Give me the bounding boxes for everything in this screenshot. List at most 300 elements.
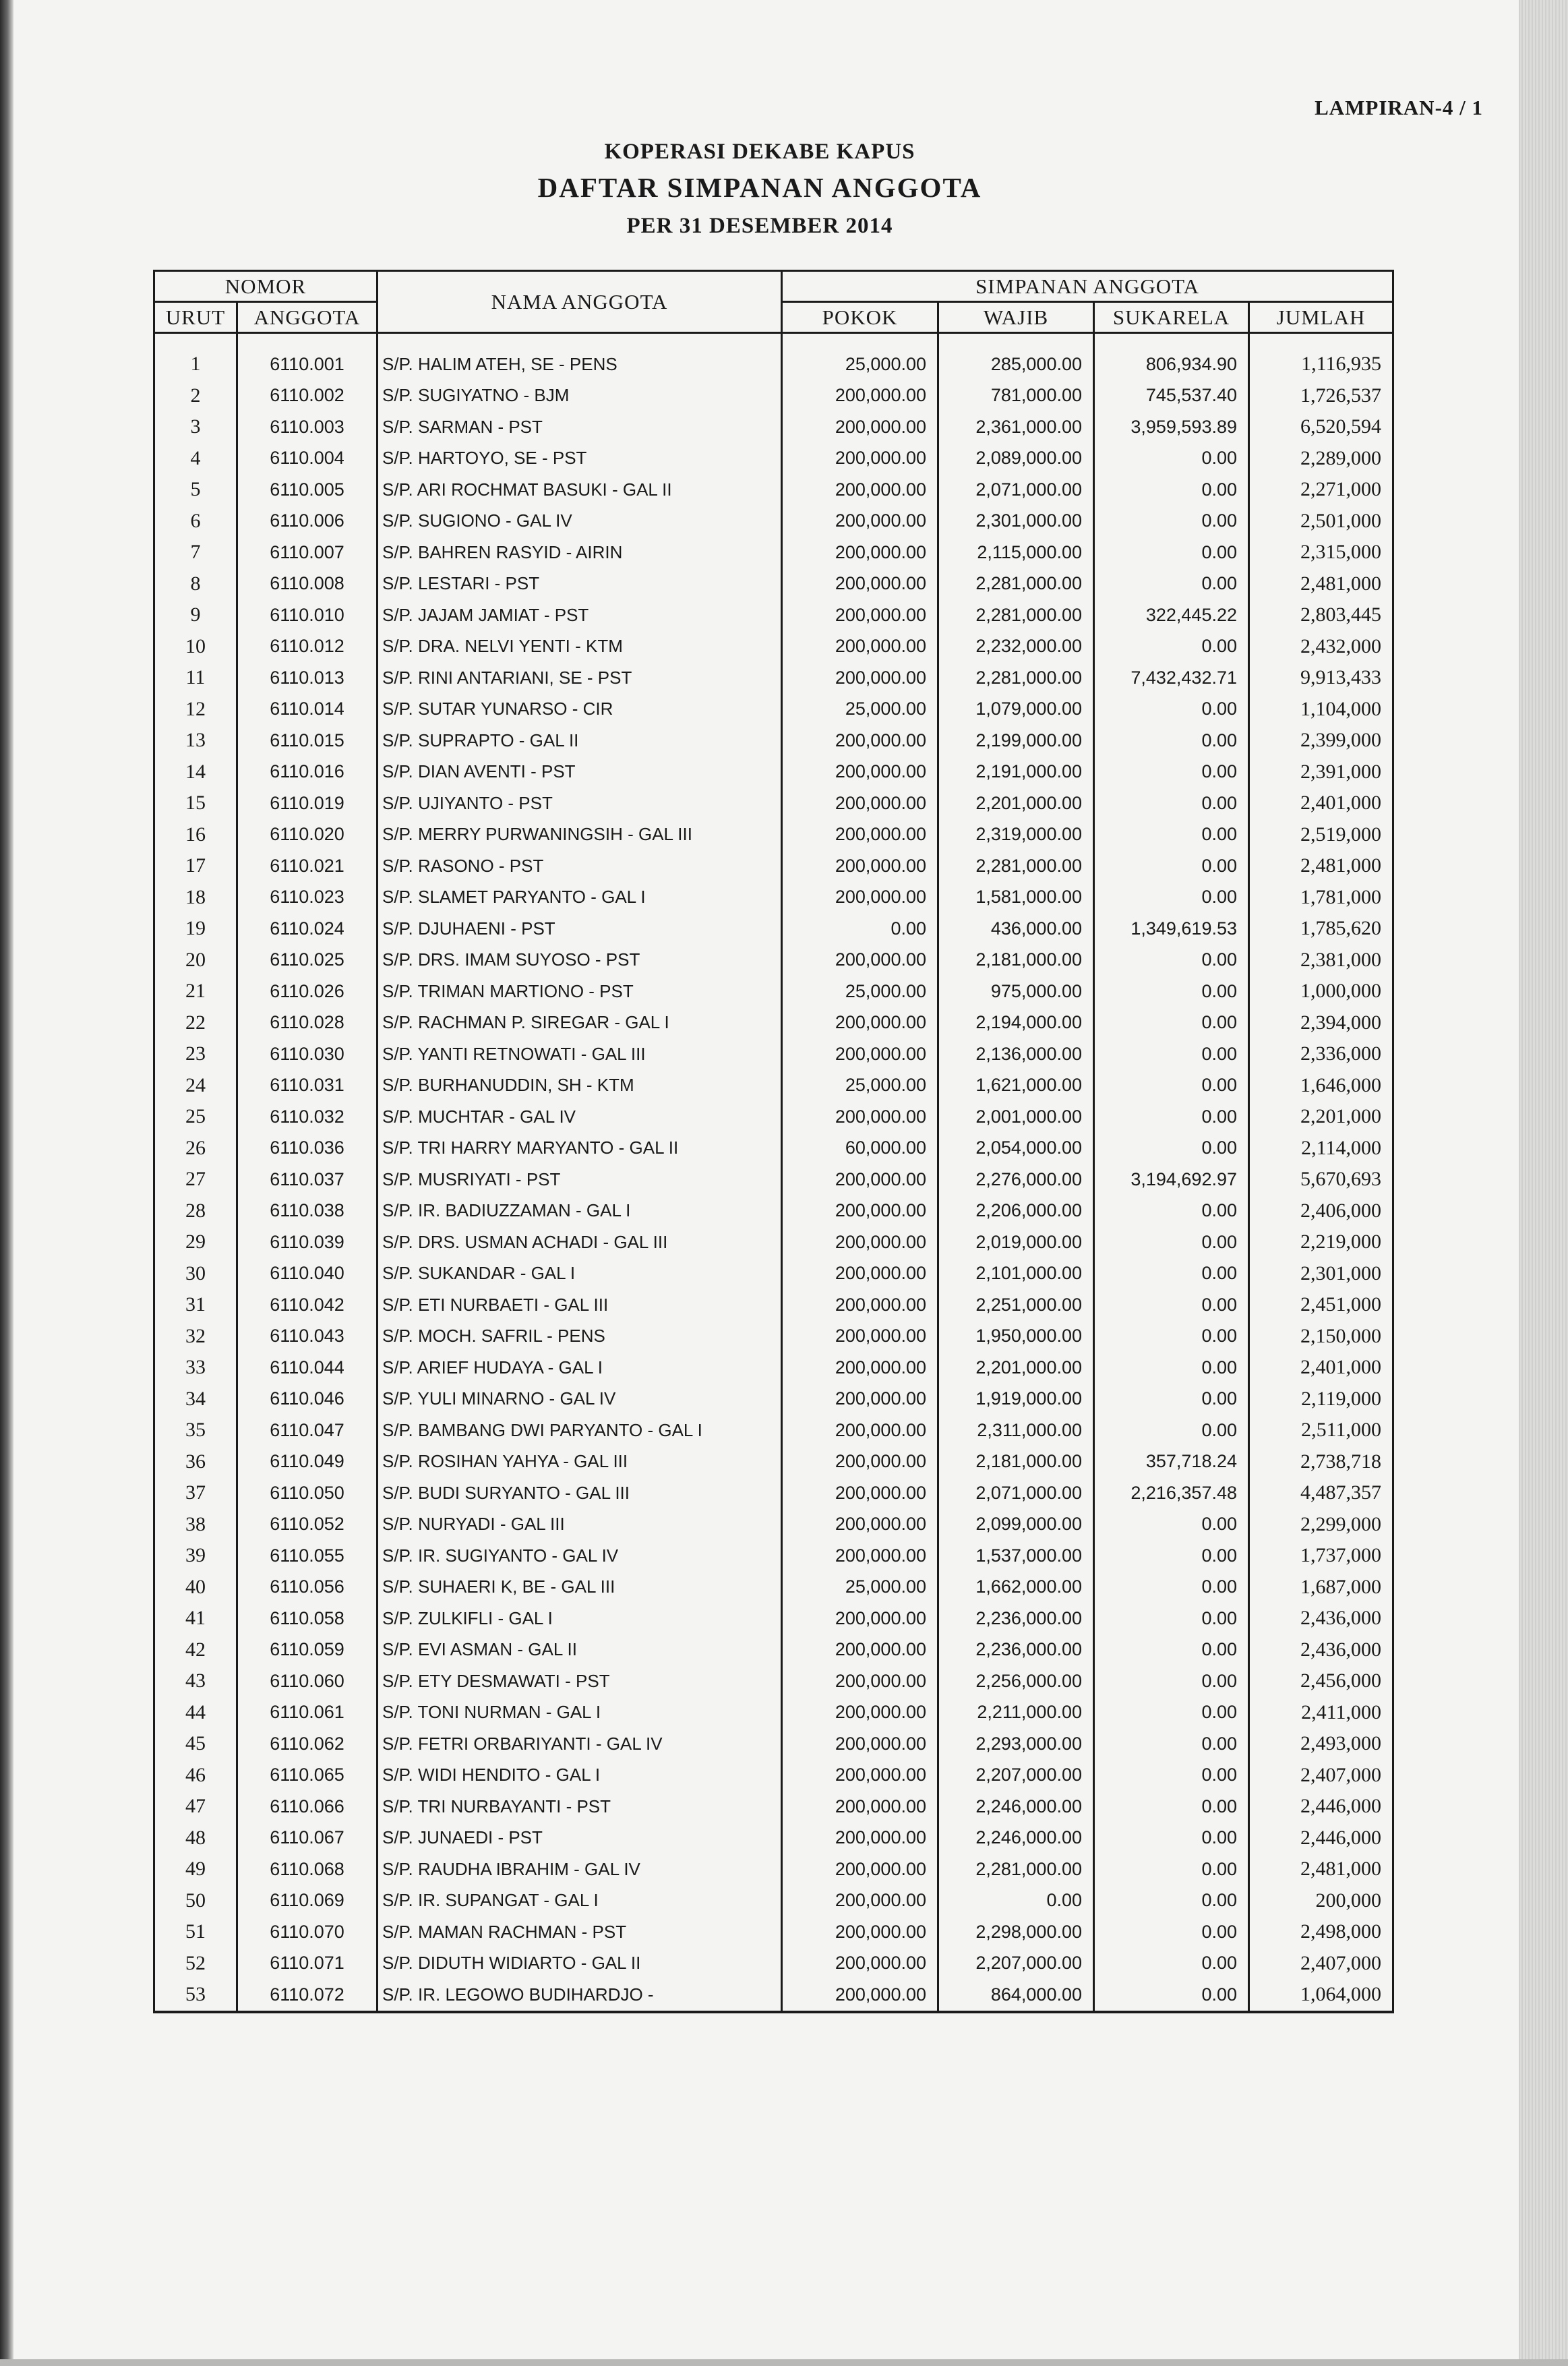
cell-urut: 11 [154,662,237,694]
spacer-cell [378,333,782,349]
table-row [154,380,1393,412]
cell-nama-anggota: S/P. IR. BADIUZZAMAN - GAL I [378,1195,782,1227]
cell-sukarela: 0.00 [1094,474,1249,506]
cell-wajib: 2,281,000.00 [938,850,1094,882]
cell-pokok: 200,000.00 [782,850,938,882]
cell-nomor-anggota: 6110.008 [237,568,378,600]
cell-jumlah: 200,000 [1249,1885,1393,1917]
cell-sukarela: 0.00 [1094,1665,1249,1697]
table-row [154,788,1393,819]
cell-urut: 2 [154,380,237,412]
cell-pokok: 200,000.00 [782,599,938,631]
cell-sukarela: 0.00 [1094,1979,1249,2012]
table-row [154,976,1393,1007]
cell-urut: 49 [154,1854,237,1885]
cell-nomor-anggota: 6110.060 [237,1665,378,1697]
cell-wajib: 2,236,000.00 [938,1634,1094,1666]
header-simpanan-anggota: SIMPANAN ANGGOTA [782,271,1393,302]
cell-urut: 13 [154,725,237,757]
table-row [154,1728,1393,1760]
cell-urut: 4 [154,443,237,475]
cell-nama-anggota: S/P. YULI MINARNO - GAL IV [378,1384,782,1415]
cell-nomor-anggota: 6110.043 [237,1321,378,1353]
table-row [154,1509,1393,1541]
cell-wajib: 2,211,000.00 [938,1697,1094,1729]
table-row [154,1791,1393,1823]
cell-urut: 42 [154,1634,237,1666]
table-row [154,945,1393,976]
table-row [154,1195,1393,1227]
cell-wajib: 2,281,000.00 [938,568,1094,600]
cell-urut: 51 [154,1916,237,1948]
cell-sukarela: 0.00 [1094,1948,1249,1980]
cell-urut: 33 [154,1352,237,1384]
cell-nama-anggota: S/P. ZULKIFLI - GAL I [378,1603,782,1634]
cell-wajib: 2,206,000.00 [938,1195,1094,1227]
cell-wajib: 2,319,000.00 [938,819,1094,851]
cell-nama-anggota: S/P. ETI NURBAETI - GAL III [378,1289,782,1321]
table-row [154,1415,1393,1446]
cell-nama-anggota: S/P. JAJAM JAMIAT - PST [378,599,782,631]
cell-nama-anggota: S/P. RACHMAN P. SIREGAR - GAL I [378,1007,782,1039]
cell-nomor-anggota: 6110.071 [237,1948,378,1980]
cell-sukarela: 0.00 [1094,725,1249,757]
cell-urut: 20 [154,945,237,976]
page-bottom-edge [0,2359,1568,2366]
cell-jumlah: 2,481,000 [1249,1854,1393,1885]
cell-nomor-anggota: 6110.013 [237,662,378,694]
cell-sukarela: 0.00 [1094,819,1249,851]
header-jumlah: JUMLAH [1249,302,1393,333]
cell-pokok: 200,000.00 [782,443,938,475]
cell-jumlah: 6,520,594 [1249,411,1393,443]
cell-jumlah: 4,487,357 [1249,1477,1393,1509]
cell-pokok: 25,000.00 [782,349,938,380]
cell-urut: 1 [154,349,237,380]
cell-sukarela: 0.00 [1094,757,1249,788]
cell-nomor-anggota: 6110.026 [237,976,378,1007]
cell-pokok: 200,000.00 [782,1823,938,1854]
cell-nomor-anggota: 6110.014 [237,694,378,726]
cell-pokok: 200,000.00 [782,757,938,788]
spacer-cell [1094,333,1249,349]
cell-jumlah: 2,201,000 [1249,1101,1393,1133]
cell-jumlah: 2,446,000 [1249,1791,1393,1823]
cell-jumlah: 2,299,000 [1249,1509,1393,1541]
cell-nama-anggota: S/P. HALIM ATEH, SE - PENS [378,349,782,380]
cell-nama-anggota: S/P. DIDUTH WIDIARTO - GAL II [378,1948,782,1980]
cell-sukarela: 0.00 [1094,631,1249,663]
cell-wajib: 0.00 [938,1885,1094,1917]
cell-nama-anggota: S/P. HARTOYO, SE - PST [378,443,782,475]
cell-nomor-anggota: 6110.036 [237,1133,378,1164]
cell-jumlah: 2,411,000 [1249,1697,1393,1729]
table-row [154,1854,1393,1885]
cell-nama-anggota: S/P. BUDI SURYANTO - GAL III [378,1477,782,1509]
cell-nomor-anggota: 6110.070 [237,1916,378,1948]
cell-nomor-anggota: 6110.047 [237,1415,378,1446]
cell-urut: 22 [154,1007,237,1039]
cell-nama-anggota: S/P. ARIEF HUDAYA - GAL I [378,1352,782,1384]
cell-urut: 34 [154,1384,237,1415]
cell-jumlah: 2,391,000 [1249,757,1393,788]
cell-wajib: 2,001,000.00 [938,1101,1094,1133]
table-row [154,1697,1393,1729]
cell-nomor-anggota: 6110.065 [237,1760,378,1792]
cell-nama-anggota: S/P. MAMAN RACHMAN - PST [378,1916,782,1948]
cell-jumlah: 2,432,000 [1249,631,1393,663]
table-row [154,631,1393,663]
cell-pokok: 200,000.00 [782,1477,938,1509]
cell-sukarela: 0.00 [1094,1791,1249,1823]
cell-urut: 16 [154,819,237,851]
table-row [154,1634,1393,1666]
cell-pokok: 25,000.00 [782,1070,938,1102]
cell-pokok: 200,000.00 [782,1634,938,1666]
spacer-cell [1249,333,1393,349]
cell-urut: 37 [154,1477,237,1509]
cell-sukarela: 0.00 [1094,1038,1249,1070]
cell-nama-anggota: S/P. UJIYANTO - PST [378,788,782,819]
cell-nomor-anggota: 6110.015 [237,725,378,757]
cell-sukarela: 0.00 [1094,1572,1249,1603]
cell-nomor-anggota: 6110.007 [237,537,378,568]
cell-pokok: 200,000.00 [782,1007,938,1039]
cell-urut: 46 [154,1760,237,1792]
cell-jumlah: 2,498,000 [1249,1916,1393,1948]
cell-sukarela: 3,959,593.89 [1094,411,1249,443]
cell-pokok: 200,000.00 [782,1697,938,1729]
cell-jumlah: 2,481,000 [1249,850,1393,882]
table-row [154,1916,1393,1948]
cell-sukarela: 0.00 [1094,1823,1249,1854]
cell-sukarela: 0.00 [1094,1321,1249,1353]
cell-pokok: 200,000.00 [782,474,938,506]
cell-urut: 47 [154,1791,237,1823]
cell-sukarela: 0.00 [1094,1509,1249,1541]
cell-nomor-anggota: 6110.067 [237,1823,378,1854]
cell-wajib: 2,054,000.00 [938,1133,1094,1164]
cell-wajib: 2,181,000.00 [938,1446,1094,1478]
cell-wajib: 2,199,000.00 [938,725,1094,757]
cell-sukarela: 0.00 [1094,1289,1249,1321]
cell-nomor-anggota: 6110.006 [237,506,378,537]
cell-sukarela: 0.00 [1094,1007,1249,1039]
cell-pokok: 200,000.00 [782,1916,938,1948]
cell-nama-anggota: S/P. TONI NURMAN - GAL I [378,1697,782,1729]
cell-nomor-anggota: 6110.046 [237,1384,378,1415]
spacer-cell [237,333,378,349]
cell-nama-anggota: S/P. MOCH. SAFRIL - PENS [378,1321,782,1353]
cell-wajib: 2,246,000.00 [938,1823,1094,1854]
cell-nama-anggota: S/P. NURYADI - GAL III [378,1509,782,1541]
cell-pokok: 200,000.00 [782,1854,938,1885]
cell-wajib: 975,000.00 [938,976,1094,1007]
cell-wajib: 2,101,000.00 [938,1258,1094,1290]
cell-wajib: 2,019,000.00 [938,1226,1094,1258]
cell-sukarela: 0.00 [1094,1540,1249,1572]
cell-urut: 6 [154,506,237,537]
cell-pokok: 200,000.00 [782,1384,938,1415]
cell-pokok: 200,000.00 [782,1760,938,1792]
cell-nama-anggota: S/P. BURHANUDDIN, SH - KTM [378,1070,782,1102]
cell-wajib: 2,071,000.00 [938,1477,1094,1509]
cell-nomor-anggota: 6110.039 [237,1226,378,1258]
cell-jumlah: 1,737,000 [1249,1540,1393,1572]
cell-sukarela: 2,216,357.48 [1094,1477,1249,1509]
cell-jumlah: 2,406,000 [1249,1195,1393,1227]
table-row [154,1446,1393,1478]
cell-nama-anggota: S/P. WIDI HENDITO - GAL I [378,1760,782,1792]
cell-nama-anggota: S/P. ETY DESMAWATI - PST [378,1665,782,1697]
table-row [154,1885,1393,1917]
cell-sukarela: 0.00 [1094,882,1249,914]
cell-sukarela: 0.00 [1094,506,1249,537]
cell-nomor-anggota: 6110.020 [237,819,378,851]
cell-urut: 24 [154,1070,237,1102]
cell-sukarela: 0.00 [1094,694,1249,726]
cell-nomor-anggota: 6110.059 [237,1634,378,1666]
cell-nomor-anggota: 6110.030 [237,1038,378,1070]
savings-table [153,270,1394,2013]
cell-sukarela: 0.00 [1094,1226,1249,1258]
cell-nomor-anggota: 6110.010 [237,599,378,631]
cell-sukarela: 0.00 [1094,1697,1249,1729]
cell-nama-anggota: S/P. SLAMET PARYANTO - GAL I [378,882,782,914]
cell-pokok: 200,000.00 [782,506,938,537]
cell-urut: 39 [154,1540,237,1572]
cell-wajib: 1,079,000.00 [938,694,1094,726]
cell-nama-anggota: S/P. MUSRIYATI - PST [378,1164,782,1195]
cell-nama-anggota: S/P. SUHAERI K, BE - GAL III [378,1572,782,1603]
table-row [154,1572,1393,1603]
cell-jumlah: 2,436,000 [1249,1634,1393,1666]
cell-sukarela: 806,934.90 [1094,349,1249,380]
table-row [154,1979,1393,2012]
cell-pokok: 200,000.00 [782,1509,938,1541]
cell-nama-anggota: S/P. MUCHTAR - GAL IV [378,1101,782,1133]
spacer-cell [154,333,237,349]
cell-jumlah: 1,064,000 [1249,1979,1393,2012]
cell-nama-anggota: S/P. TRIMAN MARTIONO - PST [378,976,782,1007]
cell-pokok: 200,000.00 [782,1446,938,1478]
cell-nama-anggota: S/P. SUGIONO - GAL IV [378,506,782,537]
cell-wajib: 2,099,000.00 [938,1509,1094,1541]
cell-wajib: 1,662,000.00 [938,1572,1094,1603]
table-row [154,1007,1393,1039]
cell-jumlah: 2,436,000 [1249,1603,1393,1634]
cell-jumlah: 2,150,000 [1249,1321,1393,1353]
cell-pokok: 200,000.00 [782,1321,938,1353]
cell-urut: 9 [154,599,237,631]
cell-pokok: 200,000.00 [782,1415,938,1446]
cell-sukarela: 357,718.24 [1094,1446,1249,1478]
cell-nomor-anggota: 6110.019 [237,788,378,819]
cell-pokok: 200,000.00 [782,568,938,600]
cell-pokok: 200,000.00 [782,1540,938,1572]
table-row [154,725,1393,757]
cell-jumlah: 1,726,537 [1249,380,1393,412]
cell-sukarela: 0.00 [1094,945,1249,976]
cell-nama-anggota: S/P. RASONO - PST [378,850,782,882]
table-row [154,819,1393,851]
cell-jumlah: 2,407,000 [1249,1760,1393,1792]
cell-nomor-anggota: 6110.072 [237,1979,378,2012]
cell-urut: 28 [154,1195,237,1227]
header-pokok: POKOK [782,302,938,333]
cell-wajib: 1,581,000.00 [938,882,1094,914]
cell-nama-anggota: S/P. LESTARI - PST [378,568,782,600]
cell-nomor-anggota: 6110.005 [237,474,378,506]
cell-jumlah: 1,116,935 [1249,349,1393,380]
cell-jumlah: 2,399,000 [1249,725,1393,757]
cell-jumlah: 2,219,000 [1249,1226,1393,1258]
cell-sukarela: 0.00 [1094,1384,1249,1415]
cell-wajib: 2,251,000.00 [938,1289,1094,1321]
cell-wajib: 2,089,000.00 [938,443,1094,475]
cell-wajib: 2,301,000.00 [938,506,1094,537]
cell-urut: 48 [154,1823,237,1854]
cell-wajib: 2,311,000.00 [938,1415,1094,1446]
cell-urut: 5 [154,474,237,506]
cell-nomor-anggota: 6110.066 [237,1791,378,1823]
cell-pokok: 200,000.00 [782,1603,938,1634]
cell-pokok: 200,000.00 [782,537,938,568]
cell-urut: 52 [154,1948,237,1980]
cell-wajib: 2,293,000.00 [938,1728,1094,1760]
cell-nomor-anggota: 6110.002 [237,380,378,412]
period-label: PER 31 DESEMBER 2014 [626,214,893,238]
cell-sukarela: 322,445.22 [1094,599,1249,631]
cell-nama-anggota: S/P. DJUHAENI - PST [378,913,782,945]
header-wajib: WAJIB [938,302,1094,333]
cell-nomor-anggota: 6110.056 [237,1572,378,1603]
cell-nomor-anggota: 6110.062 [237,1728,378,1760]
cell-nomor-anggota: 6110.038 [237,1195,378,1227]
cell-urut: 27 [154,1164,237,1195]
spacer-cell [782,333,938,349]
cell-jumlah: 2,394,000 [1249,1007,1393,1039]
cell-nama-anggota: S/P. BAMBANG DWI PARYANTO - GAL I [378,1415,782,1446]
table-row [154,568,1393,600]
cell-urut: 50 [154,1885,237,1917]
attachment-label: LAMPIRAN-4 / 1 [1315,96,1483,119]
cell-jumlah: 1,785,620 [1249,913,1393,945]
cell-pokok: 200,000.00 [782,945,938,976]
cell-jumlah: 2,511,000 [1249,1415,1393,1446]
cell-wajib: 781,000.00 [938,380,1094,412]
cell-jumlah: 2,456,000 [1249,1665,1393,1697]
cell-nama-anggota: S/P. SARMAN - PST [378,411,782,443]
cell-wajib: 2,191,000.00 [938,757,1094,788]
cell-nama-anggota: S/P. SUKANDAR - GAL I [378,1258,782,1290]
cell-wajib: 2,281,000.00 [938,599,1094,631]
table-row [154,913,1393,945]
page-title: DAFTAR SIMPANAN ANGGOTA [537,172,982,203]
cell-nama-anggota: S/P. JUNAEDI - PST [378,1823,782,1854]
cell-sukarela: 0.00 [1094,1415,1249,1446]
cell-urut: 30 [154,1258,237,1290]
cell-pokok: 200,000.00 [782,1038,938,1070]
cell-nama-anggota: S/P. EVI ASMAN - GAL II [378,1634,782,1666]
cell-jumlah: 2,289,000 [1249,443,1393,475]
cell-sukarela: 0.00 [1094,1854,1249,1885]
cell-jumlah: 2,336,000 [1249,1038,1393,1070]
cell-wajib: 2,281,000.00 [938,1854,1094,1885]
table-row [154,1038,1393,1070]
cell-wajib: 285,000.00 [938,349,1094,380]
cell-nama-anggota: S/P. ROSIHAN YAHYA - GAL III [378,1446,782,1478]
cell-jumlah: 2,519,000 [1249,819,1393,851]
cell-nomor-anggota: 6110.028 [237,1007,378,1039]
cell-urut: 23 [154,1038,237,1070]
cell-sukarela: 0.00 [1094,568,1249,600]
cell-nama-anggota: S/P. SUTAR YUNARSO - CIR [378,694,782,726]
cell-wajib: 1,621,000.00 [938,1070,1094,1102]
cell-urut: 31 [154,1289,237,1321]
cell-pokok: 25,000.00 [782,976,938,1007]
cell-nama-anggota: S/P. IR. SUGIYANTO - GAL IV [378,1540,782,1572]
cell-pokok: 200,000.00 [782,1101,938,1133]
cell-urut: 43 [154,1665,237,1697]
cell-nama-anggota: S/P. IR. LEGOWO BUDIHARDJO - [378,1979,782,2012]
cell-wajib: 2,071,000.00 [938,474,1094,506]
cell-pokok: 25,000.00 [782,694,938,726]
table-row [154,537,1393,568]
cell-urut: 17 [154,850,237,882]
cell-nama-anggota: S/P. YANTI RETNOWATI - GAL III [378,1038,782,1070]
cell-sukarela: 0.00 [1094,1258,1249,1290]
cell-wajib: 2,136,000.00 [938,1038,1094,1070]
table-row [154,662,1393,694]
cell-sukarela: 3,194,692.97 [1094,1164,1249,1195]
table-row [154,1477,1393,1509]
cell-nomor-anggota: 6110.032 [237,1101,378,1133]
cell-nomor-anggota: 6110.023 [237,882,378,914]
table-row [154,1289,1393,1321]
table-row [154,1823,1393,1854]
cell-sukarela: 0.00 [1094,976,1249,1007]
cell-jumlah: 2,481,000 [1249,568,1393,600]
cell-nomor-anggota: 6110.055 [237,1540,378,1572]
cell-pokok: 200,000.00 [782,662,938,694]
cell-nama-anggota: S/P. ARI ROCHMAT BASUKI - GAL II [378,474,782,506]
cell-wajib: 864,000.00 [938,1979,1094,2012]
cell-urut: 53 [154,1979,237,2012]
cell-nomor-anggota: 6110.052 [237,1509,378,1541]
cell-nama-anggota: S/P. TRI NURBAYANTI - PST [378,1791,782,1823]
cell-urut: 25 [154,1101,237,1133]
table-row [154,1226,1393,1258]
cell-wajib: 1,950,000.00 [938,1321,1094,1353]
cell-nomor-anggota: 6110.050 [237,1477,378,1509]
cell-nama-anggota: S/P. DRA. NELVI YENTI - KTM [378,631,782,663]
cell-wajib: 2,246,000.00 [938,1791,1094,1823]
table-row [154,506,1393,537]
cell-nomor-anggota: 6110.003 [237,411,378,443]
cell-pokok: 200,000.00 [782,1979,938,2012]
cell-jumlah: 2,446,000 [1249,1823,1393,1854]
cell-urut: 14 [154,757,237,788]
cell-wajib: 2,232,000.00 [938,631,1094,663]
cell-sukarela: 0.00 [1094,1916,1249,1948]
cell-wajib: 436,000.00 [938,913,1094,945]
cell-nama-anggota: S/P. IR. SUPANGAT - GAL I [378,1885,782,1917]
cell-nomor-anggota: 6110.069 [237,1885,378,1917]
cell-sukarela: 0.00 [1094,788,1249,819]
cell-jumlah: 9,913,433 [1249,662,1393,694]
cell-nama-anggota: S/P. RINI ANTARIANI, SE - PST [378,662,782,694]
